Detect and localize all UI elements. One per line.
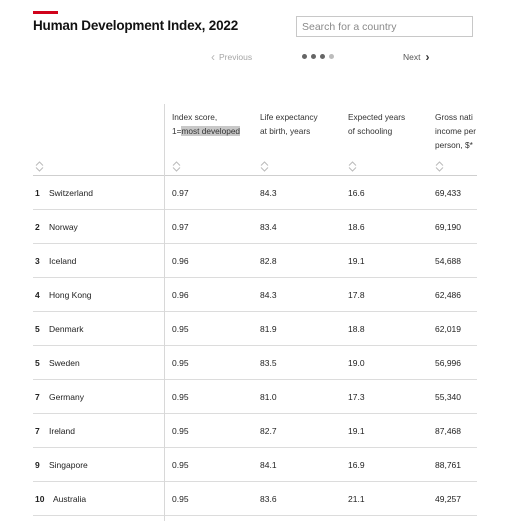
- page-dots: [302, 54, 334, 59]
- index-score: 0.95: [172, 460, 189, 470]
- country-name: Denmark: [49, 324, 84, 334]
- life-expectancy: 84.3: [260, 290, 277, 300]
- header-line: person, $*: [435, 140, 473, 150]
- header-line: Gross nati: [435, 112, 473, 122]
- expected-schooling: 21.1: [348, 494, 365, 504]
- gross-national-income: 62,019: [435, 324, 461, 334]
- index-score: 0.95: [172, 494, 189, 504]
- header-index-score: [172, 110, 240, 138]
- rank: 7: [35, 392, 40, 402]
- gross-national-income: 55,340: [435, 392, 461, 402]
- pagination: [0, 51, 513, 65]
- life-expectancy: 83.4: [260, 222, 277, 232]
- expected-schooling: 18.6: [348, 222, 365, 232]
- header-line: of schooling: [348, 126, 393, 136]
- page-dot-3[interactable]: [320, 54, 325, 59]
- header-line: Expected years: [348, 112, 406, 122]
- page-dot-4[interactable]: [329, 54, 334, 59]
- header-prefix: 1=: [172, 126, 182, 136]
- expected-schooling: 19.1: [348, 426, 365, 436]
- table-row: [33, 380, 477, 414]
- expected-schooling: 19.1: [348, 256, 365, 266]
- table-row: [33, 210, 477, 244]
- index-score: 0.95: [172, 324, 189, 334]
- next-label: Next: [403, 52, 421, 62]
- table-row: [33, 176, 477, 210]
- index-score: 0.97: [172, 222, 189, 232]
- expected-schooling: 16.6: [348, 188, 365, 198]
- page-dot-2[interactable]: [311, 54, 316, 59]
- expected-schooling: 17.3: [348, 392, 365, 402]
- rank: 4: [35, 290, 40, 300]
- sort-icon[interactable]: [172, 161, 181, 172]
- highlighted-text: most developed: [181, 126, 241, 136]
- table-header: [33, 104, 477, 176]
- table-row: [33, 278, 477, 312]
- hdi-table: [33, 104, 477, 521]
- gross-national-income: 69,433: [435, 188, 461, 198]
- header-line: [172, 124, 240, 138]
- table-row: [33, 448, 477, 482]
- table-row: [33, 346, 477, 380]
- rank: 5: [35, 358, 40, 368]
- index-score: 0.96: [172, 256, 189, 266]
- chevron-right-icon: ›: [425, 50, 430, 64]
- country-name: Norway: [49, 222, 78, 232]
- header-line: Life expectancy: [260, 112, 318, 122]
- gross-national-income: 56,996: [435, 358, 461, 368]
- column-divider: [164, 104, 165, 521]
- life-expectancy: 81.0: [260, 392, 277, 402]
- gross-national-income: 54,688: [435, 256, 461, 266]
- country-name: Singapore: [49, 460, 88, 470]
- life-expectancy: 83.5: [260, 358, 277, 368]
- life-expectancy: 82.8: [260, 256, 277, 266]
- gross-national-income: 87,468: [435, 426, 461, 436]
- expected-schooling: 16.9: [348, 460, 365, 470]
- page-dot-1[interactable]: [302, 54, 307, 59]
- previous-button[interactable]: [211, 52, 252, 62]
- table-row: [33, 414, 477, 448]
- country-name: Germany: [49, 392, 84, 402]
- country-name: Australia: [53, 494, 87, 504]
- rank: 9: [35, 460, 40, 470]
- rank: 2: [35, 222, 40, 232]
- gross-national-income: 88,761: [435, 460, 461, 470]
- rank: 5: [35, 324, 40, 334]
- life-expectancy: 84.3: [260, 188, 277, 198]
- next-button[interactable]: [403, 52, 429, 62]
- rank: 7: [35, 426, 40, 436]
- sort-icon[interactable]: [435, 161, 444, 172]
- rank: 10: [35, 494, 45, 504]
- gross-national-income: 69,190: [435, 222, 461, 232]
- index-score: 0.96: [172, 290, 189, 300]
- sort-icon[interactable]: [35, 161, 44, 172]
- country-name: Hong Kong: [49, 290, 92, 300]
- chevron-left-icon: ‹: [211, 50, 215, 64]
- accent-bar: [33, 11, 58, 14]
- page-title: Human Development Index, 2022: [33, 18, 239, 33]
- expected-schooling: 19.0: [348, 358, 365, 368]
- life-expectancy: 82.7: [260, 426, 277, 436]
- sort-icon[interactable]: [260, 161, 269, 172]
- gross-national-income: 62,486: [435, 290, 461, 300]
- header-gross-national-income: [435, 110, 476, 152]
- country-name: Iceland: [49, 256, 77, 266]
- header-line: at birth, years: [260, 126, 311, 136]
- index-score: 0.97: [172, 188, 189, 198]
- index-score: 0.95: [172, 392, 189, 402]
- life-expectancy: 81.9: [260, 324, 277, 334]
- country-name: Sweden: [49, 358, 80, 368]
- search-input[interactable]: [296, 16, 473, 37]
- rank: 1: [35, 188, 40, 198]
- table-row: [33, 244, 477, 278]
- table-row: [33, 312, 477, 346]
- index-score: 0.95: [172, 426, 189, 436]
- gross-national-income: 49,257: [435, 494, 461, 504]
- expected-schooling: 17.8: [348, 290, 365, 300]
- country-name: Switzerland: [49, 188, 93, 198]
- header-line: Index score,: [172, 112, 218, 122]
- life-expectancy: 84.1: [260, 460, 277, 470]
- previous-label: Previous: [219, 52, 253, 62]
- expected-schooling: 18.8: [348, 324, 365, 334]
- header-expected-schooling: [348, 110, 405, 138]
- rank: 3: [35, 256, 40, 266]
- header-life-expectancy: [260, 110, 318, 138]
- index-score: 0.95: [172, 358, 189, 368]
- sort-icon[interactable]: [348, 161, 357, 172]
- header-line: income per: [435, 126, 477, 136]
- country-name: Ireland: [49, 426, 75, 436]
- life-expectancy: 83.6: [260, 494, 277, 504]
- table-row: [33, 482, 477, 516]
